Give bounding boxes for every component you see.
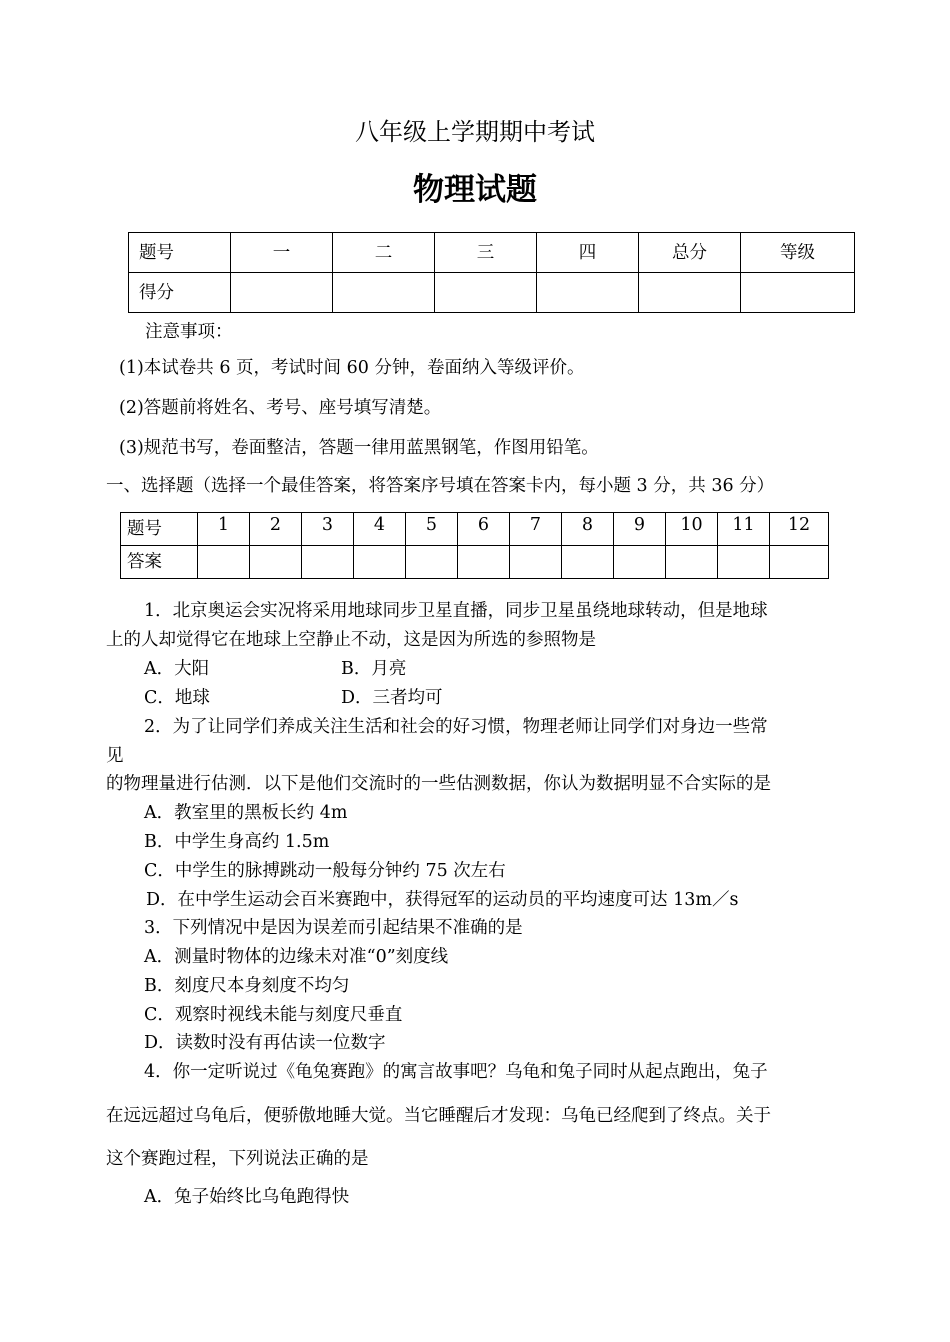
- answer-cell[interactable]: [718, 546, 770, 579]
- answer-cell[interactable]: [354, 546, 406, 579]
- score-cell[interactable]: [537, 273, 639, 313]
- score-header-cell: 二: [333, 233, 435, 273]
- question-text: 见: [106, 746, 124, 766]
- note-item: (1)本试卷共 6 页，考试时间 60 分钟，卷面纳入等级评价。: [119, 358, 585, 378]
- score-header-cell: 三: [435, 233, 537, 273]
- answer-table: [120, 512, 829, 579]
- answer-cell[interactable]: [770, 546, 829, 579]
- answer-cell[interactable]: [250, 546, 302, 579]
- option-a: A．教室里的黑板长约 4m: [144, 803, 348, 823]
- score-header-cell: 总分: [639, 233, 741, 273]
- answer-row-label: 题号: [121, 513, 198, 546]
- answer-fill-row: [121, 546, 829, 579]
- answer-number-cell: 12: [770, 513, 829, 546]
- option-c: C．观察时视线未能与刻度尺垂直: [144, 1005, 403, 1025]
- question-text: 4．你一定听说过《龟兔赛跑》的寓言故事吧？乌龟和兔子同时从起点跑出，兔子: [144, 1062, 768, 1082]
- score-cell[interactable]: [639, 273, 741, 313]
- answer-cell[interactable]: [458, 546, 510, 579]
- notes-heading: 注意事项：: [145, 322, 233, 342]
- answer-cell[interactable]: [406, 546, 458, 579]
- question-text: 在远远超过乌龟后，便骄傲地睡大觉。当它睡醒后才发现：乌龟已经爬到了终点。关于: [106, 1106, 771, 1126]
- note-item: (2)答题前将姓名、考号、座号填写清楚。: [119, 398, 442, 418]
- option-c: C．地球: [144, 688, 210, 708]
- question-text: 3．下列情况中是因为误差而引起结果不准确的是: [144, 918, 523, 938]
- option-a: A．测量时物体的边缘未对准“0”刻度线: [144, 947, 449, 967]
- answer-row-label: 答案: [121, 546, 198, 579]
- answer-number-cell: 9: [614, 513, 666, 546]
- answer-number-cell: 6: [458, 513, 510, 546]
- answer-cell[interactable]: [510, 546, 562, 579]
- answer-number-cell: 2: [250, 513, 302, 546]
- option-c: C．中学生的脉搏跳动一般每分钟约 75 次左右: [144, 861, 506, 881]
- option-a: A．大阳: [144, 659, 210, 679]
- score-table: [128, 232, 855, 313]
- question-text: 的物理量进行估测．以下是他们交流时的一些估测数据，你认为数据明显不合实际的是: [106, 774, 771, 794]
- answer-number-cell: 1: [198, 513, 250, 546]
- answer-cell[interactable]: [198, 546, 250, 579]
- score-header-cell: 等级: [741, 233, 855, 273]
- exam-title: 物理试题: [413, 172, 537, 208]
- section-title: 一、选择题（选择一个最佳答案，将答案序号填在答案卡内，每小题 3 分，共 36 分）: [106, 476, 775, 496]
- option-b: B．中学生身高约 1.5m: [144, 832, 330, 852]
- score-row-label: 得分: [129, 273, 231, 313]
- answer-number-cell: 5: [406, 513, 458, 546]
- answer-cell[interactable]: [666, 546, 718, 579]
- score-table-score-row: [129, 273, 855, 313]
- score-table-header-row: [129, 233, 855, 273]
- answer-cell[interactable]: [302, 546, 354, 579]
- answer-cell[interactable]: [562, 546, 614, 579]
- answer-number-cell: 10: [666, 513, 718, 546]
- score-header-cell: 一: [231, 233, 333, 273]
- option-a: A．兔子始终比乌龟跑得快: [144, 1187, 350, 1207]
- option-b: B．刻度尺本身刻度不均匀: [144, 976, 350, 996]
- question-text: 2．为了让同学们养成关注生活和社会的好习惯，物理老师让同学们对身边一些常: [144, 717, 768, 737]
- score-cell[interactable]: [333, 273, 435, 313]
- score-cell[interactable]: [231, 273, 333, 313]
- option-b: B．月亮: [341, 659, 407, 679]
- answer-number-cell: 11: [718, 513, 770, 546]
- option-d: D．读数时没有再估读一位数字: [144, 1033, 386, 1053]
- score-cell[interactable]: [741, 273, 855, 313]
- question-text: 这个赛跑过程，下列说法正确的是: [106, 1149, 369, 1169]
- answer-number-row: [121, 513, 829, 546]
- option-d: D．在中学生运动会百米赛跑中，获得冠军的运动员的平均速度可达 13m／s: [146, 890, 739, 910]
- answer-number-cell: 7: [510, 513, 562, 546]
- question-text: 上的人却觉得它在地球上空静止不动，这是因为所选的参照物是: [106, 630, 596, 650]
- option-d: D．三者均可: [341, 688, 443, 708]
- exam-subtitle: 八年级上学期期中考试: [355, 118, 595, 146]
- score-header-cell: 题号: [129, 233, 231, 273]
- answer-number-cell: 3: [302, 513, 354, 546]
- answer-cell[interactable]: [614, 546, 666, 579]
- note-item: (3)规范书写，卷面整洁，答题一律用蓝黑钢笔，作图用铅笔。: [119, 438, 599, 458]
- question-text: 1．北京奥运会实况将采用地球同步卫星直播，同步卫星虽绕地球转动，但是地球: [144, 601, 768, 621]
- answer-number-cell: 4: [354, 513, 406, 546]
- answer-number-cell: 8: [562, 513, 614, 546]
- score-header-cell: 四: [537, 233, 639, 273]
- score-cell[interactable]: [435, 273, 537, 313]
